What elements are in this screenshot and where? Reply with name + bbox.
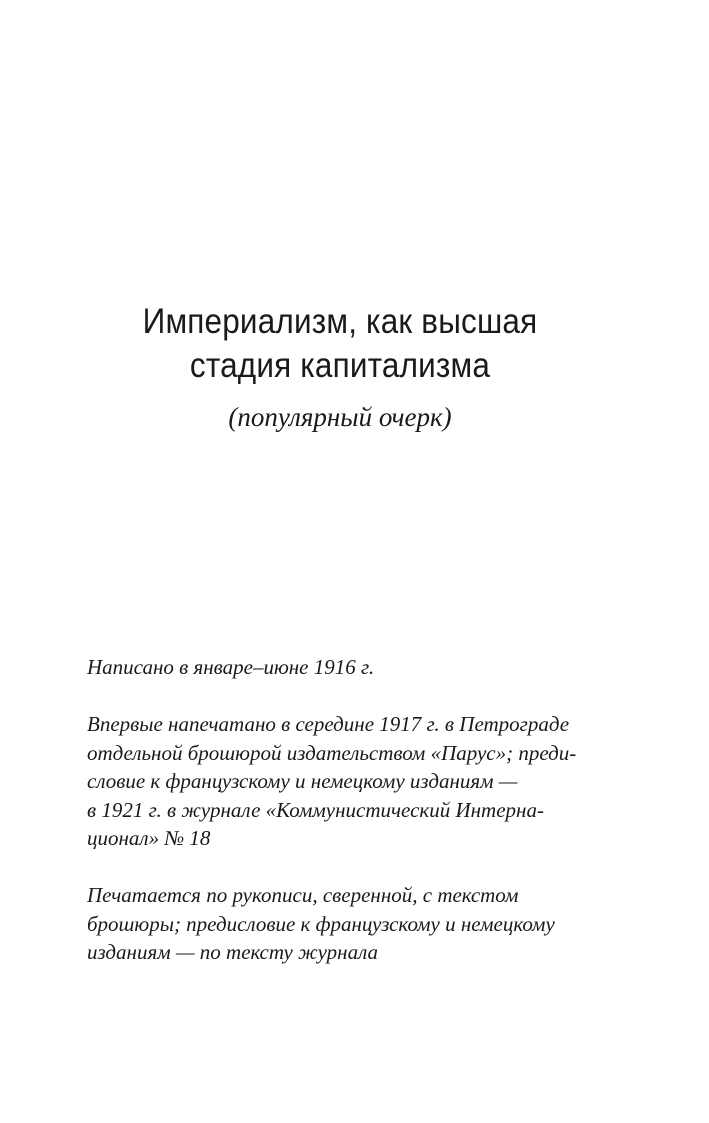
note-written-text: Написано в январе–июне 1916 г.: [87, 655, 375, 679]
note-printed-from: [87, 881, 687, 967]
note-line: изданиям — по тексту журнала: [87, 940, 378, 964]
page-title-line-2: стадия капитализма: [189, 346, 491, 385]
publication-notes: [87, 653, 687, 995]
note-line: словие к французскому и немецкому изданиям —: [87, 769, 518, 793]
note-first-printed: [87, 710, 687, 853]
note-line: ционал» № 18: [87, 826, 211, 850]
note-line: Впервые напечатано в середине 1917 г. в Петрограде: [87, 712, 570, 736]
title-block: [0, 300, 680, 434]
page-subtitle: (популярный очерк): [228, 402, 452, 432]
note-line: в 1921 г. в журнале «Коммунистический Интерна-: [87, 797, 544, 822]
note-written: [87, 653, 687, 682]
note-line: Печатается по рукописи, сверенной, с текстом: [87, 883, 519, 907]
note-line: отдельной брошюрой издательством «Парус»; преди-: [87, 740, 577, 765]
note-line: брошюры; предисловие к французскому и немецкому: [87, 911, 555, 936]
page-title-line-1: Империализм, как высшая: [142, 302, 538, 341]
